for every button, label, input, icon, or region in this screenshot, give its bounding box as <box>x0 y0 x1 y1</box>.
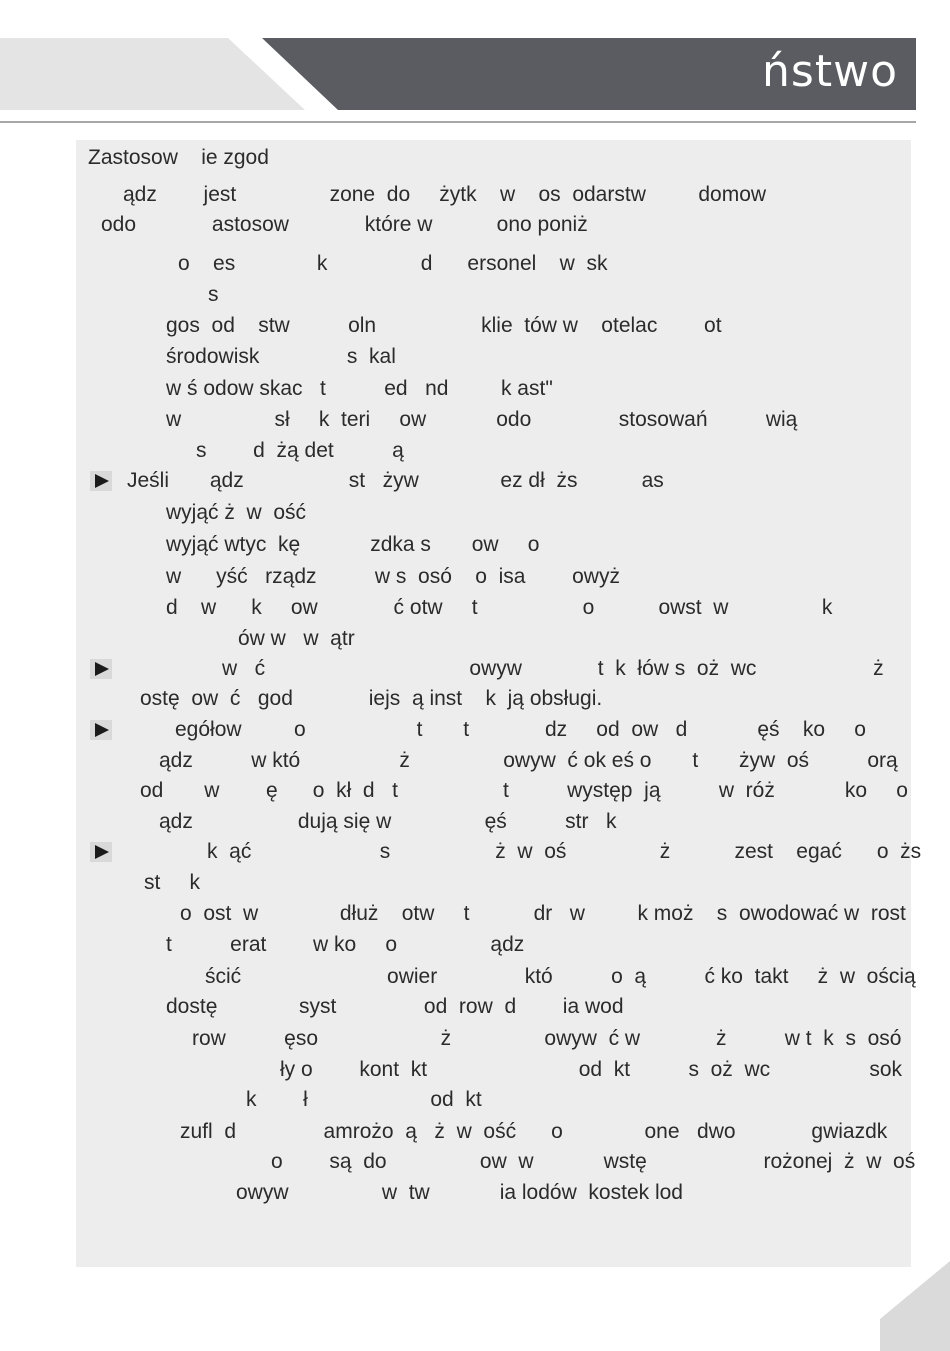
text-line: od w ę o kł d t t występ ją w róż ko o <box>140 779 908 802</box>
text-line: w ć owyw t k łów s oż wc ż <box>222 657 884 680</box>
text-line: owyw w tw ia lodów kostek lod <box>236 1181 683 1204</box>
text-line: ądz w któ ż owyw ć ok eś o t żyw oś orą <box>159 749 898 772</box>
text-line: o es k d ersonel w sk <box>178 252 608 275</box>
text-line: ów w w ątr <box>238 627 355 650</box>
page-title: ństwo <box>762 46 898 97</box>
text-line: row ęso ż owyw ć w ż w t k s osó <box>192 1027 902 1050</box>
text-line: t erat w ko o ądz <box>166 933 525 956</box>
text-line: gos od stw oln klie tów w otelac ot <box>166 314 722 337</box>
bullet-arrow-icon <box>90 720 112 740</box>
bullet-arrow-icon <box>90 842 112 862</box>
text-line: w sł k teri ow odo stosowań wią <box>166 408 798 431</box>
text-line: odo astosow które w ono poniż <box>101 213 588 236</box>
text-line: s d żą det ą <box>196 439 404 462</box>
text-line: w ś odow skac t ed nd k ast" <box>166 377 553 400</box>
text-line: wyjąć wtyc kę zdka s ow o <box>166 533 540 556</box>
text-line: ądz dują się w ęś str k <box>159 810 617 833</box>
text-line: egółow o t t dz od ow d ęś ko o <box>175 718 866 741</box>
text-line: ścić owier któ o ą ć ko takt ż w ością <box>205 965 916 988</box>
text-line: st k <box>144 871 201 894</box>
bullet-arrow-icon <box>90 471 112 491</box>
text-line: k ąć s ż w oś ż zest egać o żs <box>207 840 922 863</box>
text-line: ły o kont kt od kt s oż wc sok <box>280 1058 903 1081</box>
text-line: dostę syst od row d ia wod <box>166 995 624 1018</box>
text-line: środowisk s kal <box>166 345 396 368</box>
page-corner-shape <box>880 1261 950 1351</box>
text-line: wyjąć ż w ość <box>166 501 307 524</box>
text-line: Jeśli ądz st żyw ez dł żs as <box>127 469 664 492</box>
text-line: ądz jest zone do żytk w os odarstw domow <box>123 183 767 206</box>
text-line: zufl d amrożo ą ż w ość o one dwo gwiazdk <box>180 1120 888 1143</box>
bullet-arrow-icon <box>90 659 112 679</box>
text-line: k ł od kt <box>246 1088 482 1111</box>
section-heading: Zastosow ie zgod <box>88 146 269 169</box>
text-line: d w k ow ć otw t o owst w k <box>166 596 833 619</box>
text-line: o są do ow w wstę rożonej ż w oś <box>271 1150 916 1173</box>
text-line: s <box>208 283 219 306</box>
header-light-tab <box>0 38 305 110</box>
text-line: o ost w dłuż otw t dr w k moż s owodować w rost <box>180 902 906 925</box>
text-line: ostę ow ć god iejs ą inst k ją obsługi. <box>140 687 603 710</box>
page-corner-decoration <box>880 1261 950 1351</box>
text-line: w yść rządz w s osó o isa owyż <box>166 565 620 588</box>
